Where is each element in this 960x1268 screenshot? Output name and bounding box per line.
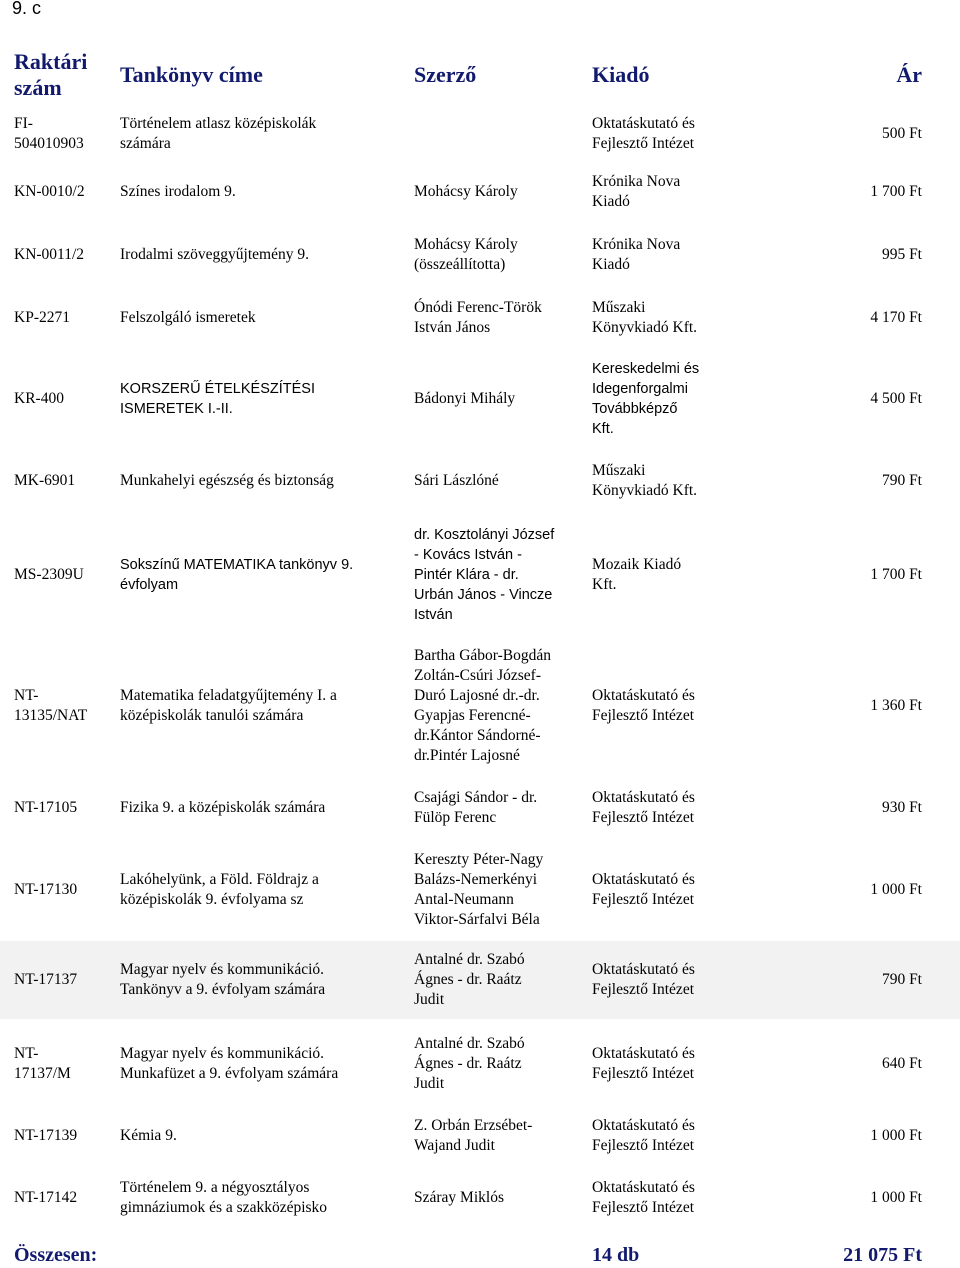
- cell-publisher: Kereskedelmi és Idegenforgalmi Továbbképző Kft.: [592, 361, 700, 437]
- cell-author: Antalné dr. Szabó Ágnes - dr. Raátz Judit: [414, 951, 525, 1008]
- cell-title: Magyar nyelv és kommunikáció. Tankönyv a 9. évfolyam számára: [120, 961, 326, 998]
- cell-author: Száray Miklós: [414, 1189, 504, 1206]
- cell-publisher: Krónika Nova Kiadó: [592, 236, 681, 273]
- cell-code: NT- 17137/M: [14, 1045, 71, 1082]
- cell-code: KP-2271: [14, 309, 70, 326]
- cell-price: 995 Ft: [881, 246, 922, 263]
- cell-price: 640 Ft: [881, 1055, 922, 1072]
- cell-title: KORSZERŰ ÉTELKÉSZÍTÉSI ISMERETEK I.-II.: [120, 381, 315, 417]
- header-code: Raktári szám: [14, 49, 88, 100]
- table-row: [0, 847, 960, 933]
- cell-title: Matematika feladatgyűjtemény I. a középiskolák tanulói számára: [120, 687, 337, 724]
- cell-publisher: Műszaki Könyvkiadó Kft.: [592, 462, 698, 499]
- cell-publisher: Oktatáskutató és Fejlesztő Intézet: [592, 871, 695, 908]
- header-price: Ár: [896, 62, 922, 87]
- cell-author: Antalné dr. Szabó Ágnes - dr. Raátz Judit: [414, 1035, 525, 1092]
- cell-code: MS-2309U: [14, 566, 84, 583]
- table-header: [0, 45, 960, 103]
- cell-price: 1 700 Ft: [870, 566, 922, 583]
- cell-price: 1 000 Ft: [870, 881, 922, 898]
- cell-code: NT-17137: [14, 971, 78, 988]
- table-row: [0, 292, 960, 344]
- cell-publisher: Oktatáskutató és Fejlesztő Intézet: [592, 1179, 695, 1216]
- cell-author: dr. Kosztolányi József - Kovács István - Pintér Klára - dr. Urbán János - Vincze István: [414, 527, 555, 623]
- header-author: Szerző: [414, 62, 477, 87]
- cell-publisher: Krónika Nova Kiadó: [592, 173, 681, 210]
- table-row: [0, 644, 960, 768]
- cell-price: 930 Ft: [881, 799, 922, 816]
- cell-author: Ónódi Ferenc-Török István János: [414, 299, 542, 336]
- cell-author: Mohácsy Károly: [414, 183, 518, 200]
- table-row: [0, 106, 960, 162]
- table-row: [0, 786, 960, 830]
- cell-price: 500 Ft: [881, 125, 922, 142]
- cell-title: Történelem atlasz középiskolák számára: [120, 115, 317, 152]
- cell-author: Bádonyi Mihály: [414, 390, 516, 407]
- cell-code: NT-17142: [14, 1189, 78, 1206]
- cell-publisher: Oktatáskutató és Fejlesztő Intézet: [592, 961, 695, 998]
- cell-publisher: Oktatáskutató és Fejlesztő Intézet: [592, 1117, 695, 1154]
- page-label: 9. c: [12, 0, 42, 18]
- total-label: Összesen:: [14, 1244, 98, 1266]
- table-footer: [0, 1244, 960, 1268]
- table-row: [0, 166, 960, 218]
- cell-title: Felszolgáló ismeretek: [120, 309, 256, 326]
- cell-price: 1 000 Ft: [870, 1189, 922, 1206]
- cell-code: FI- 504010903: [14, 115, 84, 152]
- header-publisher: Kiadó: [592, 62, 650, 87]
- total-price: 21 075 Ft: [843, 1244, 922, 1266]
- table-row: [0, 1032, 960, 1096]
- cell-publisher: Oktatáskutató és Fejlesztő Intézet: [592, 789, 695, 826]
- cell-author: Mohácsy Károly (összeállította): [414, 236, 518, 273]
- cell-author: Z. Orbán Erzsébet- Wajand Judit: [414, 1117, 533, 1154]
- cell-price: 4 170 Ft: [870, 309, 922, 326]
- cell-author: Csajági Sándor - dr. Fülöp Ferenc: [414, 789, 538, 826]
- cell-author: Kereszty Péter-Nagy Balázs-Nemerkényi Antal-Neumann Viktor-Sárfalvi Béla: [414, 851, 544, 928]
- cell-code: NT-17139: [14, 1127, 78, 1144]
- cell-publisher: Mozaik Kiadó Kft.: [592, 556, 682, 593]
- cell-title: Fizika 9. a középiskolák számára: [120, 799, 326, 816]
- table-row: [0, 523, 960, 627]
- cell-author: Bartha Gábor-Bogdán Zoltán-Csúri József- Duró Lajosné dr.-dr. Gyapjas Ferencné- dr.Kántor Sándorné- dr.Pintér Lajosné: [414, 647, 551, 764]
- table-row: [0, 1114, 960, 1158]
- cell-title: Sokszínű MATEMATIKA tankönyv 9. évfolyam: [120, 557, 354, 593]
- cell-price: 4 500 Ft: [870, 390, 922, 407]
- table-row: [0, 458, 960, 504]
- cell-code: NT-17105: [14, 799, 78, 816]
- cell-code: KN-0011/2: [14, 246, 85, 263]
- cell-title: Munkahelyi egészség és biztonság: [120, 472, 334, 489]
- cell-publisher: Oktatáskutató és Fejlesztő Intézet: [592, 1045, 695, 1082]
- cell-title: Történelem 9. a négyosztályos gimnáziumok és a szakközépisko: [120, 1179, 328, 1216]
- cell-code: NT- 13135/NAT: [14, 687, 88, 724]
- header-title: Tankönyv címe: [120, 62, 263, 87]
- cell-code: MK-6901: [14, 472, 76, 489]
- cell-title: Lakóhelyünk, a Föld. Földrajz a középiskolák 9. évfolyama sz: [120, 871, 319, 908]
- table-row: [0, 229, 960, 281]
- cell-title: Magyar nyelv és kommunikáció. Munkafüzet a 9. évfolyam számára: [120, 1045, 339, 1082]
- cell-price: 1 360 Ft: [870, 697, 922, 714]
- cell-price: 1 000 Ft: [870, 1127, 922, 1144]
- cell-author: Sári Lászlóné: [414, 472, 499, 489]
- cell-price: 1 700 Ft: [870, 183, 922, 200]
- cell-price: 790 Ft: [881, 472, 922, 489]
- cell-publisher: Műszaki Könyvkiadó Kft.: [592, 299, 698, 336]
- table-row: [0, 1176, 960, 1220]
- cell-title: Kémia 9.: [120, 1127, 177, 1144]
- total-count: 14 db: [592, 1244, 640, 1266]
- cell-price: 790 Ft: [881, 971, 922, 988]
- cell-code: NT-17130: [14, 881, 78, 898]
- cell-code: KR-400: [14, 390, 64, 407]
- cell-title: Színes irodalom 9.: [120, 183, 236, 200]
- cell-title: Irodalmi szöveggyűjtemény 9.: [120, 246, 309, 263]
- cell-code: KN-0010/2: [14, 183, 85, 200]
- table-row: [0, 941, 960, 1019]
- cell-publisher: Oktatáskutató és Fejlesztő Intézet: [592, 687, 695, 724]
- cell-publisher: Oktatáskutató és Fejlesztő Intézet: [592, 115, 695, 152]
- table-row: [0, 356, 960, 442]
